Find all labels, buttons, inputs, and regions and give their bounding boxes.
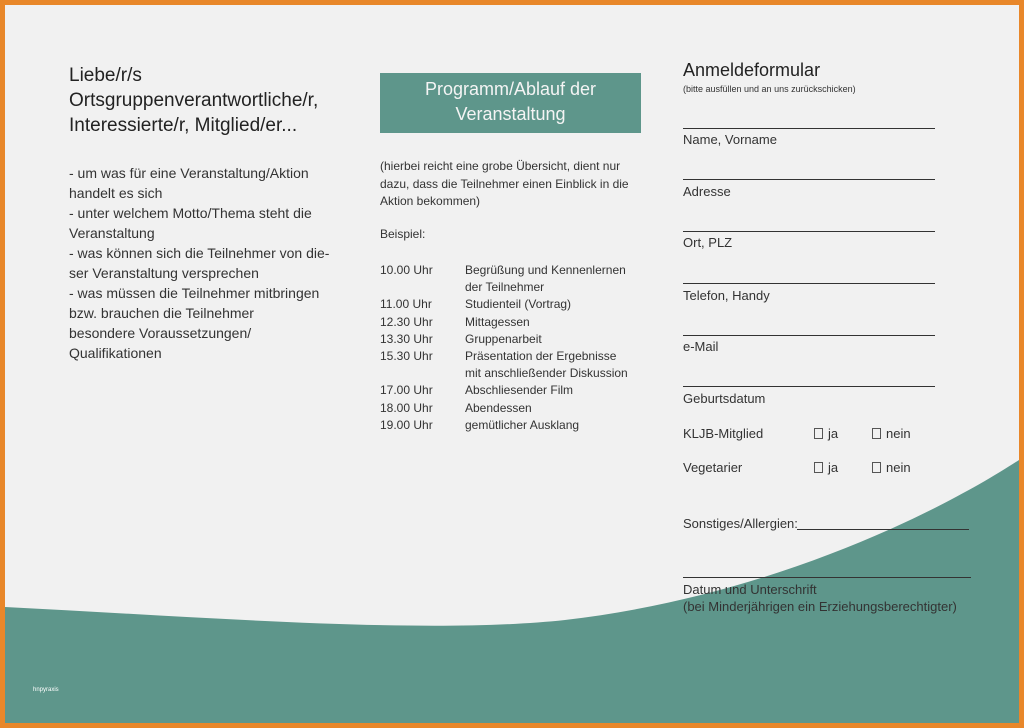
program-intro-line: (hierbei reicht eine grobe Übersicht, dient nur bbox=[380, 159, 621, 173]
member-label: KLJB-Mitglied bbox=[683, 426, 764, 441]
bullet-line: Veranstaltung bbox=[69, 225, 155, 241]
schedule-time: 17.00 Uhr bbox=[380, 383, 433, 398]
signature-label bbox=[683, 581, 957, 615]
vegetarian-no-label: nein bbox=[886, 460, 911, 475]
signature-field[interactable] bbox=[683, 577, 971, 578]
event-description-bullets bbox=[69, 163, 369, 363]
bullet-line: ser Veranstaltung versprechen bbox=[69, 265, 259, 281]
city-zip-field[interactable] bbox=[683, 231, 935, 232]
schedule-activity bbox=[465, 314, 530, 331]
schedule-activity bbox=[465, 348, 628, 382]
schedule-activity bbox=[465, 382, 573, 399]
name-field-label: Name, Vorname bbox=[683, 132, 777, 147]
signature-label-line: Datum und Unterschrift bbox=[683, 582, 817, 597]
schedule-activity bbox=[465, 262, 626, 296]
bullet-line: handelt es sich bbox=[69, 185, 163, 201]
activity-line: gemütlicher Ausklang bbox=[465, 417, 580, 432]
schedule-time: 10.00 Uhr bbox=[380, 263, 433, 277]
schedule-row bbox=[380, 331, 660, 348]
activity-line: Abschliesender Film bbox=[465, 383, 574, 398]
schedule-time: 13.30 Uhr bbox=[380, 331, 433, 346]
schedule-time: 12.30 Uhr bbox=[380, 314, 433, 329]
program-title-line: Programm/Ablauf der bbox=[424, 79, 597, 99]
schedule-row bbox=[380, 400, 660, 417]
schedule-activity bbox=[465, 331, 542, 348]
phone-field-label: Telefon, Handy bbox=[683, 288, 770, 303]
checkbox-icon[interactable] bbox=[814, 428, 823, 439]
checkbox-icon[interactable] bbox=[814, 462, 823, 473]
greeting-line: Ortsgruppenverantwortliche/r, bbox=[69, 90, 319, 111]
member-no-label: nein bbox=[886, 426, 911, 441]
vegetarian-yes-label: ja bbox=[828, 460, 839, 475]
email-field-label: e-Mail bbox=[683, 339, 719, 354]
program-intro-line: Aktion bekommen) bbox=[380, 194, 481, 208]
form-title: Anmeldeformular bbox=[683, 60, 821, 80]
bullet-line: Qualifikationen bbox=[69, 345, 162, 361]
watermark-text: hnpyraxis bbox=[33, 687, 59, 693]
vegetarian-no-option[interactable] bbox=[872, 460, 911, 475]
greeting-line: Liebe/r/s bbox=[69, 65, 142, 86]
form-subtitle: (bitte ausfüllen und an uns zurückschicken) bbox=[683, 84, 856, 94]
member-check-row bbox=[683, 426, 943, 444]
activity-line: der Teilnehmer bbox=[465, 280, 545, 295]
greeting-line: Interessierte/r, Mitglied/er... bbox=[69, 115, 298, 136]
member-no-option[interactable] bbox=[872, 426, 911, 441]
schedule-row bbox=[380, 348, 660, 382]
schedule-row bbox=[380, 417, 660, 434]
vegetarian-yes-option[interactable] bbox=[814, 460, 838, 475]
schedule-time: 18.00 Uhr bbox=[380, 400, 433, 415]
bullet-line: - was müssen die Teilnehmer mitbringen bbox=[69, 285, 320, 301]
activity-line: Begrüßung und Kennenlernen bbox=[465, 263, 626, 277]
phone-field[interactable] bbox=[683, 283, 935, 284]
email-field[interactable] bbox=[683, 335, 935, 336]
birthdate-field-label: Geburtsdatum bbox=[683, 391, 766, 406]
activity-line: mit anschließender Diskussion bbox=[465, 366, 628, 381]
checkbox-icon[interactable] bbox=[872, 428, 881, 439]
activity-line: Studienteil (Vortrag) bbox=[465, 297, 572, 312]
schedule-list bbox=[380, 262, 660, 434]
greeting bbox=[69, 63, 369, 138]
schedule-time: 11.00 Uhr bbox=[380, 297, 432, 312]
name-field[interactable] bbox=[683, 128, 935, 129]
address-field-label: Adresse bbox=[683, 184, 731, 199]
schedule-time: 15.30 Uhr bbox=[380, 349, 433, 364]
other-allergies-field[interactable] bbox=[797, 529, 969, 530]
schedule-activity bbox=[465, 400, 532, 417]
other-allergies-label: Sonstiges/Allergien: bbox=[683, 516, 798, 531]
member-yes-option[interactable] bbox=[814, 426, 838, 441]
schedule-row bbox=[380, 382, 660, 399]
flyer-page bbox=[5, 5, 1019, 723]
signature-label-line: (bei Minderjährigen ein Erziehungsberechtigter) bbox=[683, 599, 957, 614]
activity-line: Abendessen bbox=[465, 400, 532, 415]
schedule-time: 19.00 Uhr bbox=[380, 417, 433, 432]
bullet-line: - was können sich die Teilnehmer von die- bbox=[69, 245, 330, 261]
program-title-line: Veranstaltung bbox=[455, 104, 566, 124]
example-label: Beispiel: bbox=[380, 227, 426, 241]
bullet-line: - um was für eine Veranstaltung/Aktion bbox=[69, 165, 309, 181]
schedule-activity bbox=[465, 417, 579, 434]
vegetarian-check-row bbox=[683, 460, 943, 478]
bullet-line: bzw. brauchen die Teilnehmer bbox=[69, 305, 254, 321]
member-yes-label: ja bbox=[828, 426, 839, 441]
birthdate-field[interactable] bbox=[683, 386, 935, 387]
activity-line: Mittagessen bbox=[465, 314, 530, 329]
program-intro-line: dazu, dass die Teilnehmer einen Einblick in die bbox=[380, 176, 629, 191]
program-title-box bbox=[380, 73, 641, 133]
program-intro bbox=[380, 158, 650, 211]
checkbox-icon[interactable] bbox=[872, 462, 881, 473]
schedule-activity bbox=[465, 296, 571, 313]
bullet-line: besondere Voraussetzungen/ bbox=[69, 325, 252, 341]
activity-line: Gruppenarbeit bbox=[465, 331, 542, 346]
city-zip-field-label: Ort, PLZ bbox=[683, 235, 733, 250]
schedule-row bbox=[380, 262, 660, 296]
address-field[interactable] bbox=[683, 179, 935, 180]
schedule-row bbox=[380, 314, 660, 331]
schedule-row bbox=[380, 296, 660, 313]
bullet-line: - unter welchem Motto/Thema steht die bbox=[69, 205, 312, 221]
vegetarian-label: Vegetarier bbox=[683, 460, 743, 475]
activity-line: Präsentation der Ergebnisse bbox=[465, 349, 617, 364]
